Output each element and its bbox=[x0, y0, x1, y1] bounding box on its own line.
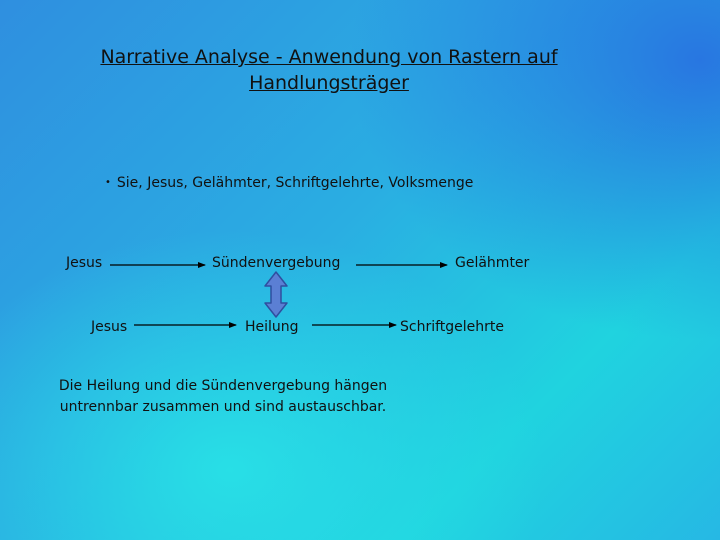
actors-list: Sie, Jesus, Gelähmter, Schriftgelehrte, Volksmenge bbox=[116, 175, 474, 191]
bullet-dot: • bbox=[105, 177, 111, 188]
conclusion-note: Die Heilung und die Sündenvergebung hängen untrennbar zusammen und sind austauschbar. bbox=[58, 378, 388, 415]
slide-title: Narrative Analyse - Anwendung von Rastern auf Handlungsträger bbox=[100, 46, 558, 94]
row1-subject: Jesus bbox=[66, 255, 103, 271]
row2-action: Heilung bbox=[245, 319, 299, 335]
double-arrow-icon bbox=[265, 272, 287, 317]
row2-object: Schriftgelehrte bbox=[400, 319, 505, 335]
row1-object: Gelähmter bbox=[455, 255, 530, 271]
row2-subject: Jesus bbox=[91, 319, 128, 335]
row1-action: Sündenvergebung bbox=[212, 255, 341, 271]
